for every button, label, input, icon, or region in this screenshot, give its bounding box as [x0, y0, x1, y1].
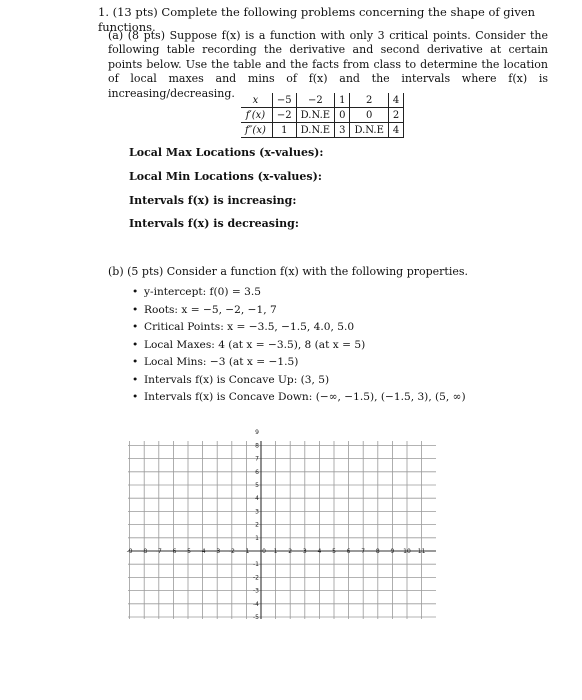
property-concave-down: • Intervals f(x) is Concave Down: (−∞, −1.5), (−1.5, 3), (5, ∞) — [132, 389, 466, 407]
table-cell: 0 — [335, 108, 350, 123]
x-tick-label: 7 — [361, 548, 366, 555]
question-decreasing: Intervals f(x) is decreasing: — [129, 217, 299, 230]
x-tick-label: 0 — [262, 548, 266, 555]
property-critical-points: • Critical Points: x = −3.5, −1.5, 4.0, 5.0 — [132, 319, 466, 337]
table-cell: 1 — [335, 93, 350, 108]
table-cell: 2 — [388, 108, 403, 123]
table-cell: 2 — [350, 93, 388, 108]
y-tick-label: 1 — [255, 534, 259, 542]
table-cell: −2 — [272, 108, 296, 123]
property-local-mins: • Local Mins: −3 (at x = −1.5) — [132, 354, 466, 372]
y-tick-label: -3 — [253, 587, 259, 595]
part-b-prompt: (b) (5 pts) Consider a function f(x) with the following properties. — [108, 265, 469, 278]
y-tick-label: 9 — [255, 429, 259, 437]
property-y-intercept: • y-intercept: f(0) = 3.5 — [132, 284, 466, 302]
property-concave-up: • Intervals f(x) is Concave Up: (3, 5) — [132, 372, 466, 390]
table-cell: D.N.E — [296, 123, 334, 138]
x-tick-label: 4 — [317, 548, 322, 555]
row-header-x: x — [241, 93, 272, 108]
table-cell: D.N.E — [350, 123, 388, 138]
table-cell: 1 — [272, 123, 296, 138]
x-tick-label: 9 — [390, 548, 395, 555]
x-tick-label: 6 — [346, 548, 351, 555]
y-tick-label: -2 — [253, 574, 259, 582]
question-local-min: Local Min Locations (x-values): — [129, 170, 322, 183]
table-cell: −2 — [296, 93, 334, 108]
question-local-max: Local Max Locations (x-values): — [129, 146, 324, 159]
table-cell: 4 — [388, 93, 403, 108]
y-tick-label: 7 — [255, 455, 259, 463]
table-cell: 4 — [388, 123, 403, 138]
x-tick-label: -6 — [170, 548, 177, 555]
derivative-table — [241, 93, 404, 138]
row-header-second-derivative: f″(x) — [241, 123, 272, 138]
part-a-prompt: (a) (8 pts) Suppose f(x) is a function with only 3 critical points. Consider the following table recording the derivative and second derivative at certain points below. Use the table and the facts from class to determine the location of local maxes and mins of f(x) and the intervals where f(x) is increasing/decreasing. — [108, 29, 548, 100]
x-tick-label: -7 — [155, 548, 162, 555]
x-tick-label: -4 — [199, 548, 206, 555]
y-tick-label: 3 — [255, 508, 259, 516]
x-tick-label: -1 — [243, 548, 250, 555]
y-tick-label: -4 — [253, 600, 259, 608]
y-tick-label: 4 — [255, 495, 259, 503]
table-row — [241, 123, 404, 138]
x-tick-label: 11 — [417, 548, 426, 555]
x-tick-label: 3 — [302, 548, 307, 555]
y-tick-label: 6 — [255, 468, 259, 476]
table-row — [241, 108, 404, 123]
problem-title: 1. (13 pts) Complete the following problems concerning the shape of given functions. — [98, 5, 536, 34]
property-local-maxes: • Local Maxes: 4 (at x = −3.5), 8 (at x = 5) — [132, 337, 466, 355]
y-tick-label: -5 — [253, 614, 259, 621]
x-tick-label: -5 — [185, 548, 191, 555]
x-tick-label: 10 — [403, 548, 411, 555]
x-tick-label: -8 — [141, 548, 148, 555]
x-tick-label: -9 — [126, 548, 133, 555]
property-roots: • Roots: x = −5, −2, −1, 7 — [132, 302, 466, 320]
y-tick-label: -1 — [253, 561, 259, 569]
x-tick-label: 1 — [273, 548, 278, 555]
properties-list — [132, 284, 466, 407]
x-tick-label: 2 — [288, 548, 293, 555]
table-cell: 0 — [350, 108, 388, 123]
y-tick-label: 5 — [255, 482, 259, 489]
table-cell: −5 — [272, 93, 296, 108]
x-tick-label: -3 — [214, 548, 221, 555]
table-cell: D.N.E — [296, 108, 334, 123]
x-tick-label: -2 — [228, 548, 235, 555]
y-tick-label: 2 — [255, 521, 259, 529]
row-header-first-derivative: f′(x) — [241, 108, 272, 123]
question-increasing: Intervals f(x) is increasing: — [129, 194, 297, 207]
coordinate-grid — [124, 429, 440, 623]
table-cell: 3 — [335, 123, 350, 138]
x-tick-label: 5 — [332, 548, 336, 555]
table-row — [241, 93, 404, 108]
y-tick-label: 8 — [255, 442, 259, 450]
x-tick-label: 8 — [375, 548, 380, 555]
